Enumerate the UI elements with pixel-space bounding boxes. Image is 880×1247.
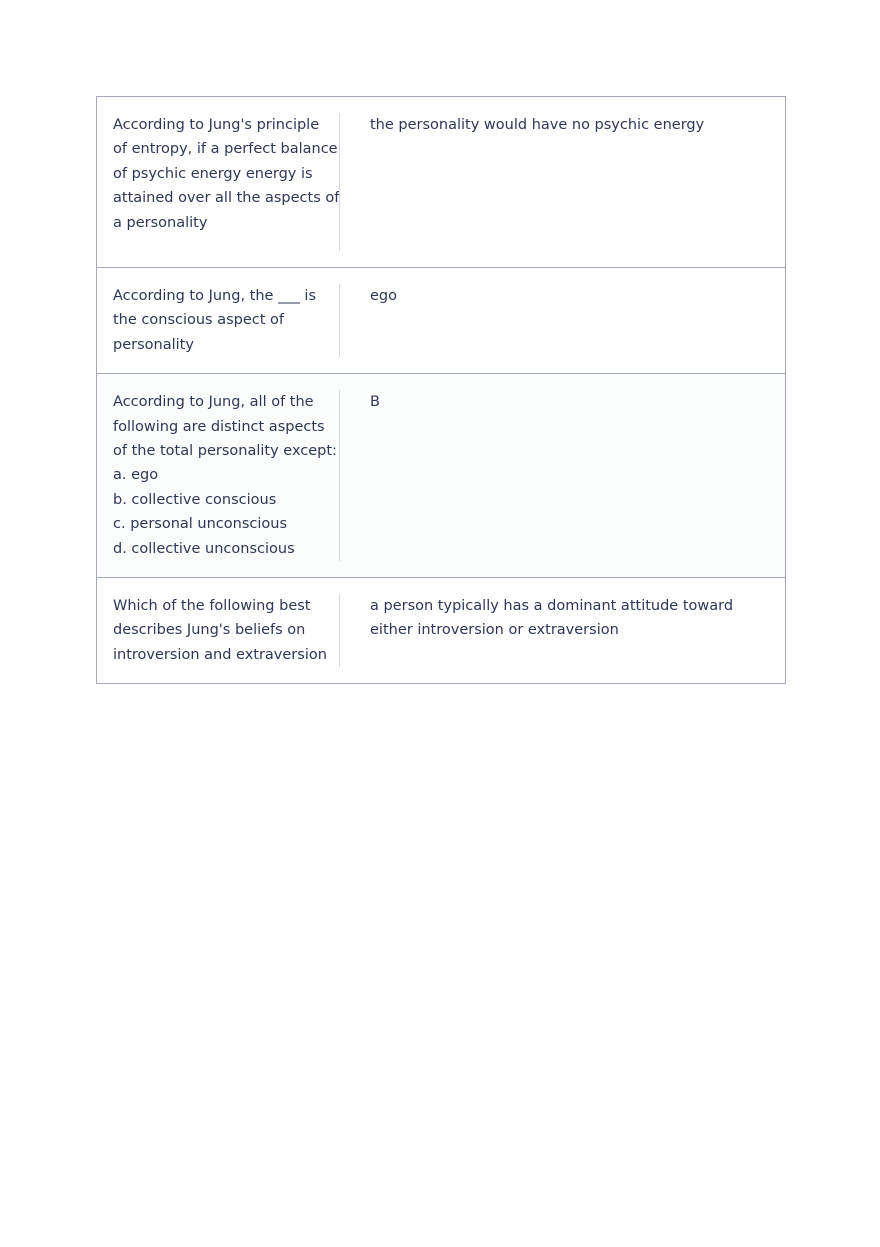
definition-line: ego [370, 288, 397, 304]
flashcard-row [96, 373, 786, 577]
term-line: c. personal unconscious [113, 516, 287, 533]
definition-cell [340, 284, 785, 357]
flashcard-row [96, 96, 786, 267]
term-line: following are distinct aspects [113, 418, 325, 435]
flashcard-row [96, 267, 786, 373]
term-line: Which of the following best [113, 598, 311, 615]
definition-line: B [370, 394, 380, 411]
flashcard-table [96, 96, 786, 684]
term-line: According to Jung, the ___ is [113, 288, 317, 304]
term-line: a personality [113, 214, 208, 231]
term-line: a. ego [113, 467, 159, 484]
definition-cell [340, 113, 785, 251]
term-line: b. collective conscious [113, 491, 277, 508]
term-line: of psychic energy energy is [113, 165, 313, 182]
definition-cell [340, 594, 785, 667]
definition-line: either introversion or extraversion [370, 622, 619, 639]
flashcard-row [96, 577, 786, 684]
term-line: personality [113, 336, 194, 353]
term-line: introversion and extraversion [113, 646, 327, 663]
term-line: According to Jung, all of the [113, 394, 314, 411]
term-cell [97, 284, 340, 357]
term-line: attained over all the aspects of [113, 190, 340, 207]
term-line: of entropy, if a perfect balance [113, 141, 338, 158]
term-line: describes Jung's beliefs on [113, 622, 306, 639]
definition-cell [340, 390, 785, 561]
term-line: the conscious aspect of [113, 312, 285, 329]
definition-line: the personality would have no psychic energy [370, 117, 705, 133]
term-cell [97, 113, 340, 251]
definition-line: a person typically has a dominant attitude toward [370, 598, 734, 615]
term-line: d. collective unconscious [113, 540, 295, 557]
term-cell [97, 390, 340, 561]
term-cell [97, 594, 340, 667]
term-line: According to Jung's principle [113, 117, 320, 133]
term-line: of the total personality except: [113, 443, 337, 460]
